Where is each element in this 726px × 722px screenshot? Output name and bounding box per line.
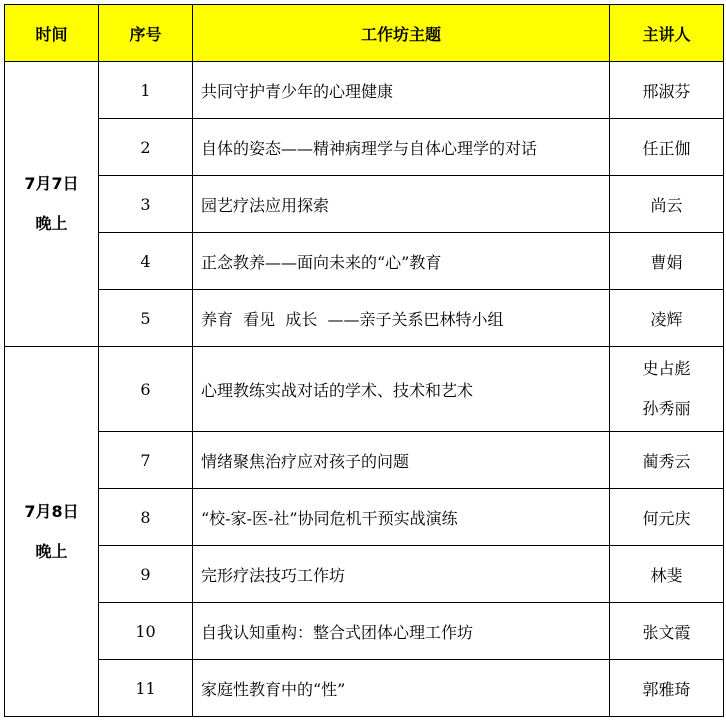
speaker-cell: 何元庆	[610, 489, 724, 546]
topic-cell: 养育 看见 成长 ——亲子关系巴林特小组	[193, 290, 610, 347]
table-row	[5, 489, 724, 546]
table-row	[5, 660, 724, 717]
seq-cell: 7	[99, 432, 193, 489]
table-row	[5, 290, 724, 347]
date-label: 7月8日	[24, 501, 79, 521]
topic-cell: 情绪聚焦治疗应对孩子的问题	[193, 432, 610, 489]
topic-cell: 自体的姿态——精神病理学与自体心理学的对话	[193, 119, 610, 176]
header-speaker: 主讲人	[610, 5, 724, 62]
topic-cell: 完形疗法技巧工作坊	[193, 546, 610, 603]
table-row	[5, 546, 724, 603]
header-seq: 序号	[99, 5, 193, 62]
header-topic: 工作坊主题	[193, 5, 610, 62]
header-time: 时间	[5, 5, 99, 62]
topic-cell: 家庭性教育中的“性”	[193, 660, 610, 717]
speaker-cell: 林斐	[610, 546, 724, 603]
seq-cell: 3	[99, 176, 193, 233]
seq-cell: 11	[99, 660, 193, 717]
date-cell-jul7	[5, 62, 99, 347]
speaker-cell: 凌辉	[610, 290, 724, 347]
speaker-cell: 张文霞	[610, 603, 724, 660]
period-label: 晚上	[35, 541, 68, 561]
table-row	[5, 119, 724, 176]
seq-cell: 2	[99, 119, 193, 176]
table-row	[5, 603, 724, 660]
speaker-name: 史占彪	[642, 359, 691, 378]
period-label: 晚上	[35, 214, 68, 233]
topic-cell: 园艺疗法应用探索	[193, 176, 610, 233]
topic-cell: 自我认知重构：整合式团体心理工作坊	[193, 603, 610, 660]
speaker-cell: 郭雅琦	[610, 660, 724, 717]
speaker-cell: 任正伽	[610, 119, 724, 176]
date-cell-jul8	[5, 347, 99, 717]
speaker-cell: 尚云	[610, 176, 724, 233]
seq-cell: 10	[99, 603, 193, 660]
table-row	[5, 432, 724, 489]
workshop-schedule-table	[4, 4, 724, 717]
table-row	[5, 347, 724, 432]
seq-cell: 4	[99, 233, 193, 290]
topic-cell: 正念教养——面向未来的“心”教育	[193, 233, 610, 290]
topic-cell: 心理教练实战对话的学术、技术和艺术	[193, 347, 610, 432]
speaker-cell: 蔺秀云	[610, 432, 724, 489]
topic-cell: 共同守护青少年的心理健康	[193, 62, 610, 119]
header-row	[5, 5, 724, 62]
speaker-cell: 邢淑芬	[610, 62, 724, 119]
topic-cell: “校-家-医-社”协同危机干预实战演练	[193, 489, 610, 546]
speaker-name: 孙秀丽	[642, 399, 691, 418]
seq-cell: 6	[99, 347, 193, 432]
seq-cell: 9	[99, 546, 193, 603]
seq-cell: 1	[99, 62, 193, 119]
table-row	[5, 233, 724, 290]
table-row	[5, 62, 724, 119]
speaker-cell	[610, 347, 724, 432]
speaker-cell: 曹娟	[610, 233, 724, 290]
table-row	[5, 176, 724, 233]
seq-cell: 5	[99, 290, 193, 347]
seq-cell: 8	[99, 489, 193, 546]
date-label: 7月7日	[24, 174, 79, 193]
